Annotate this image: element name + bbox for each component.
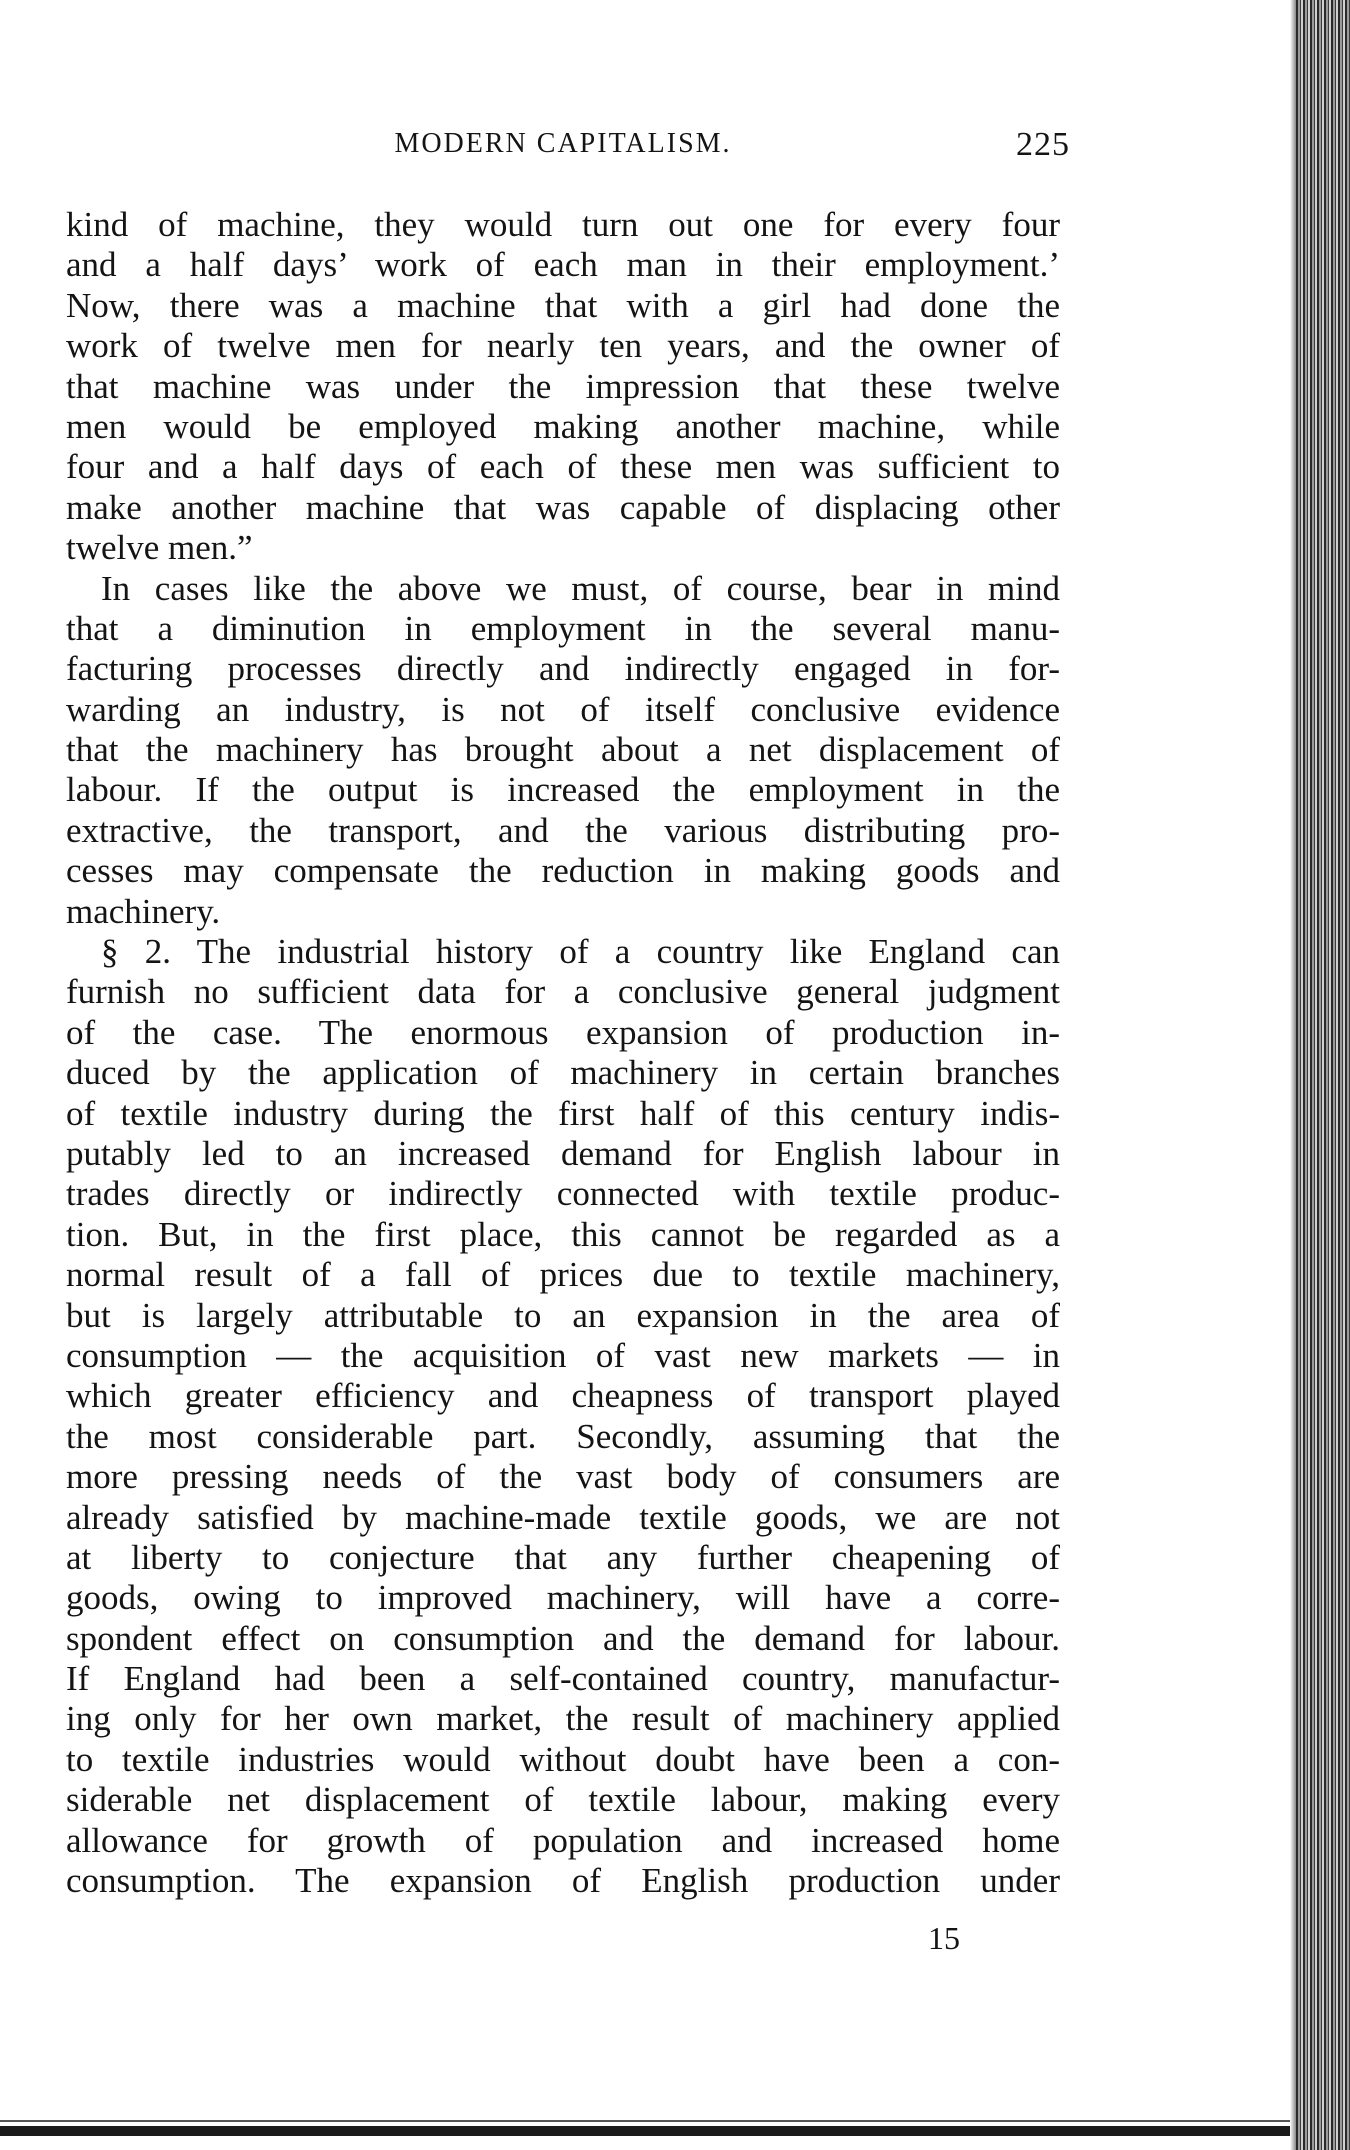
text-line: consumption. The expansion of English production under	[66, 1861, 1060, 1901]
text-line: twelve men.”	[66, 528, 253, 568]
text-line: siderable net displacement of textile labour, making every	[66, 1780, 1060, 1820]
text-line: facturing processes directly and indirectly engaged in for-	[66, 649, 1060, 689]
text-line: If England had been a self-contained country, manufactur-	[66, 1659, 1060, 1699]
book-spine-edge	[1296, 0, 1350, 2150]
text-line: extractive, the transport, and the various distributing pro-	[66, 810, 1060, 850]
text-line: ing only for her own market, the result of machinery applied	[66, 1699, 1060, 1739]
text-line: the most considerable part. Secondly, assuming that the	[66, 1416, 1060, 1456]
text-line: spondent effect on consumption and the demand for labour.	[66, 1618, 1060, 1658]
text-line: to textile industries would without doubt have been a con-	[66, 1739, 1060, 1779]
text-line: men would be employed making another machine, while	[66, 406, 1060, 446]
text-line: Now, there was a machine that with a girl had done the	[66, 285, 1060, 325]
text-line: work of twelve men for nearly ten years, and the owner of	[66, 326, 1060, 366]
text-line: of textile industry during the first half of this century indis-	[66, 1093, 1060, 1133]
signature-mark: 15	[928, 1920, 960, 1956]
text-line: kind of machine, they would turn out one for every four	[66, 205, 1060, 244]
text-line: consumption — the acquisition of vast new markets — in	[66, 1335, 1060, 1375]
text-line: allowance for growth of population and increased home	[66, 1820, 1060, 1860]
text-line: tion. But, in the first place, this cannot be regarded as a	[66, 1214, 1060, 1254]
text-line: machinery.	[66, 891, 221, 931]
text-line: warding an industry, is not of itself conclusive evidence	[66, 689, 1060, 729]
section-start-line: § 2. The industrial history of a country like England can	[101, 932, 1060, 972]
text-line: furnish no sufficient data for a conclusive general judgment	[66, 972, 1060, 1012]
text-line: four and a half days of each of these men was sufficient to	[66, 447, 1060, 487]
text-line: that a diminution in employment in the several manu-	[66, 608, 1060, 648]
body-text	[66, 205, 1060, 1901]
text-line: normal result of a fall of prices due to textile machinery,	[66, 1255, 1060, 1295]
text-line: goods, owing to improved machinery, will have a corre-	[66, 1578, 1060, 1618]
text-line: that the machinery has brought about a net displacement of	[66, 730, 1060, 770]
scan-bottom-edge-thin	[0, 2120, 1295, 2122]
text-line: already satisfied by machine-made textile goods, we are not	[66, 1497, 1060, 1537]
text-line: of the case. The enormous expansion of production in-	[66, 1012, 1060, 1052]
text-line: which greater efficiency and cheapness of transport played	[66, 1376, 1060, 1416]
text-line: more pressing needs of the vast body of consumers are	[66, 1457, 1060, 1497]
text-line: cesses may compensate the reduction in making goods and	[66, 851, 1060, 891]
text-line: make another machine that was capable of displacing other	[66, 487, 1060, 527]
page-header	[66, 126, 1070, 174]
text-line: duced by the application of machinery in certain branches	[66, 1053, 1060, 1093]
text-line: but is largely attributable to an expansion in the area of	[66, 1295, 1060, 1335]
text-line: and a half days’ work of each man in their employment.’	[66, 245, 1060, 285]
page-number: 225	[1016, 126, 1070, 163]
text-line: that machine was under the impression that these twelve	[66, 366, 1060, 406]
paragraph-start-line: In cases like the above we must, of course, bear in mind	[101, 568, 1060, 608]
running-title: MODERN CAPITALISM.	[394, 128, 732, 159]
text-line: putably led to an increased demand for English labour in	[66, 1133, 1060, 1173]
text-line: trades directly or indirectly connected with textile produc-	[66, 1174, 1060, 1214]
text-line: at liberty to conjecture that any further cheapening of	[66, 1537, 1060, 1577]
text-line: labour. If the output is increased the employment in the	[66, 770, 1060, 810]
scan-bottom-edge	[0, 2126, 1295, 2136]
